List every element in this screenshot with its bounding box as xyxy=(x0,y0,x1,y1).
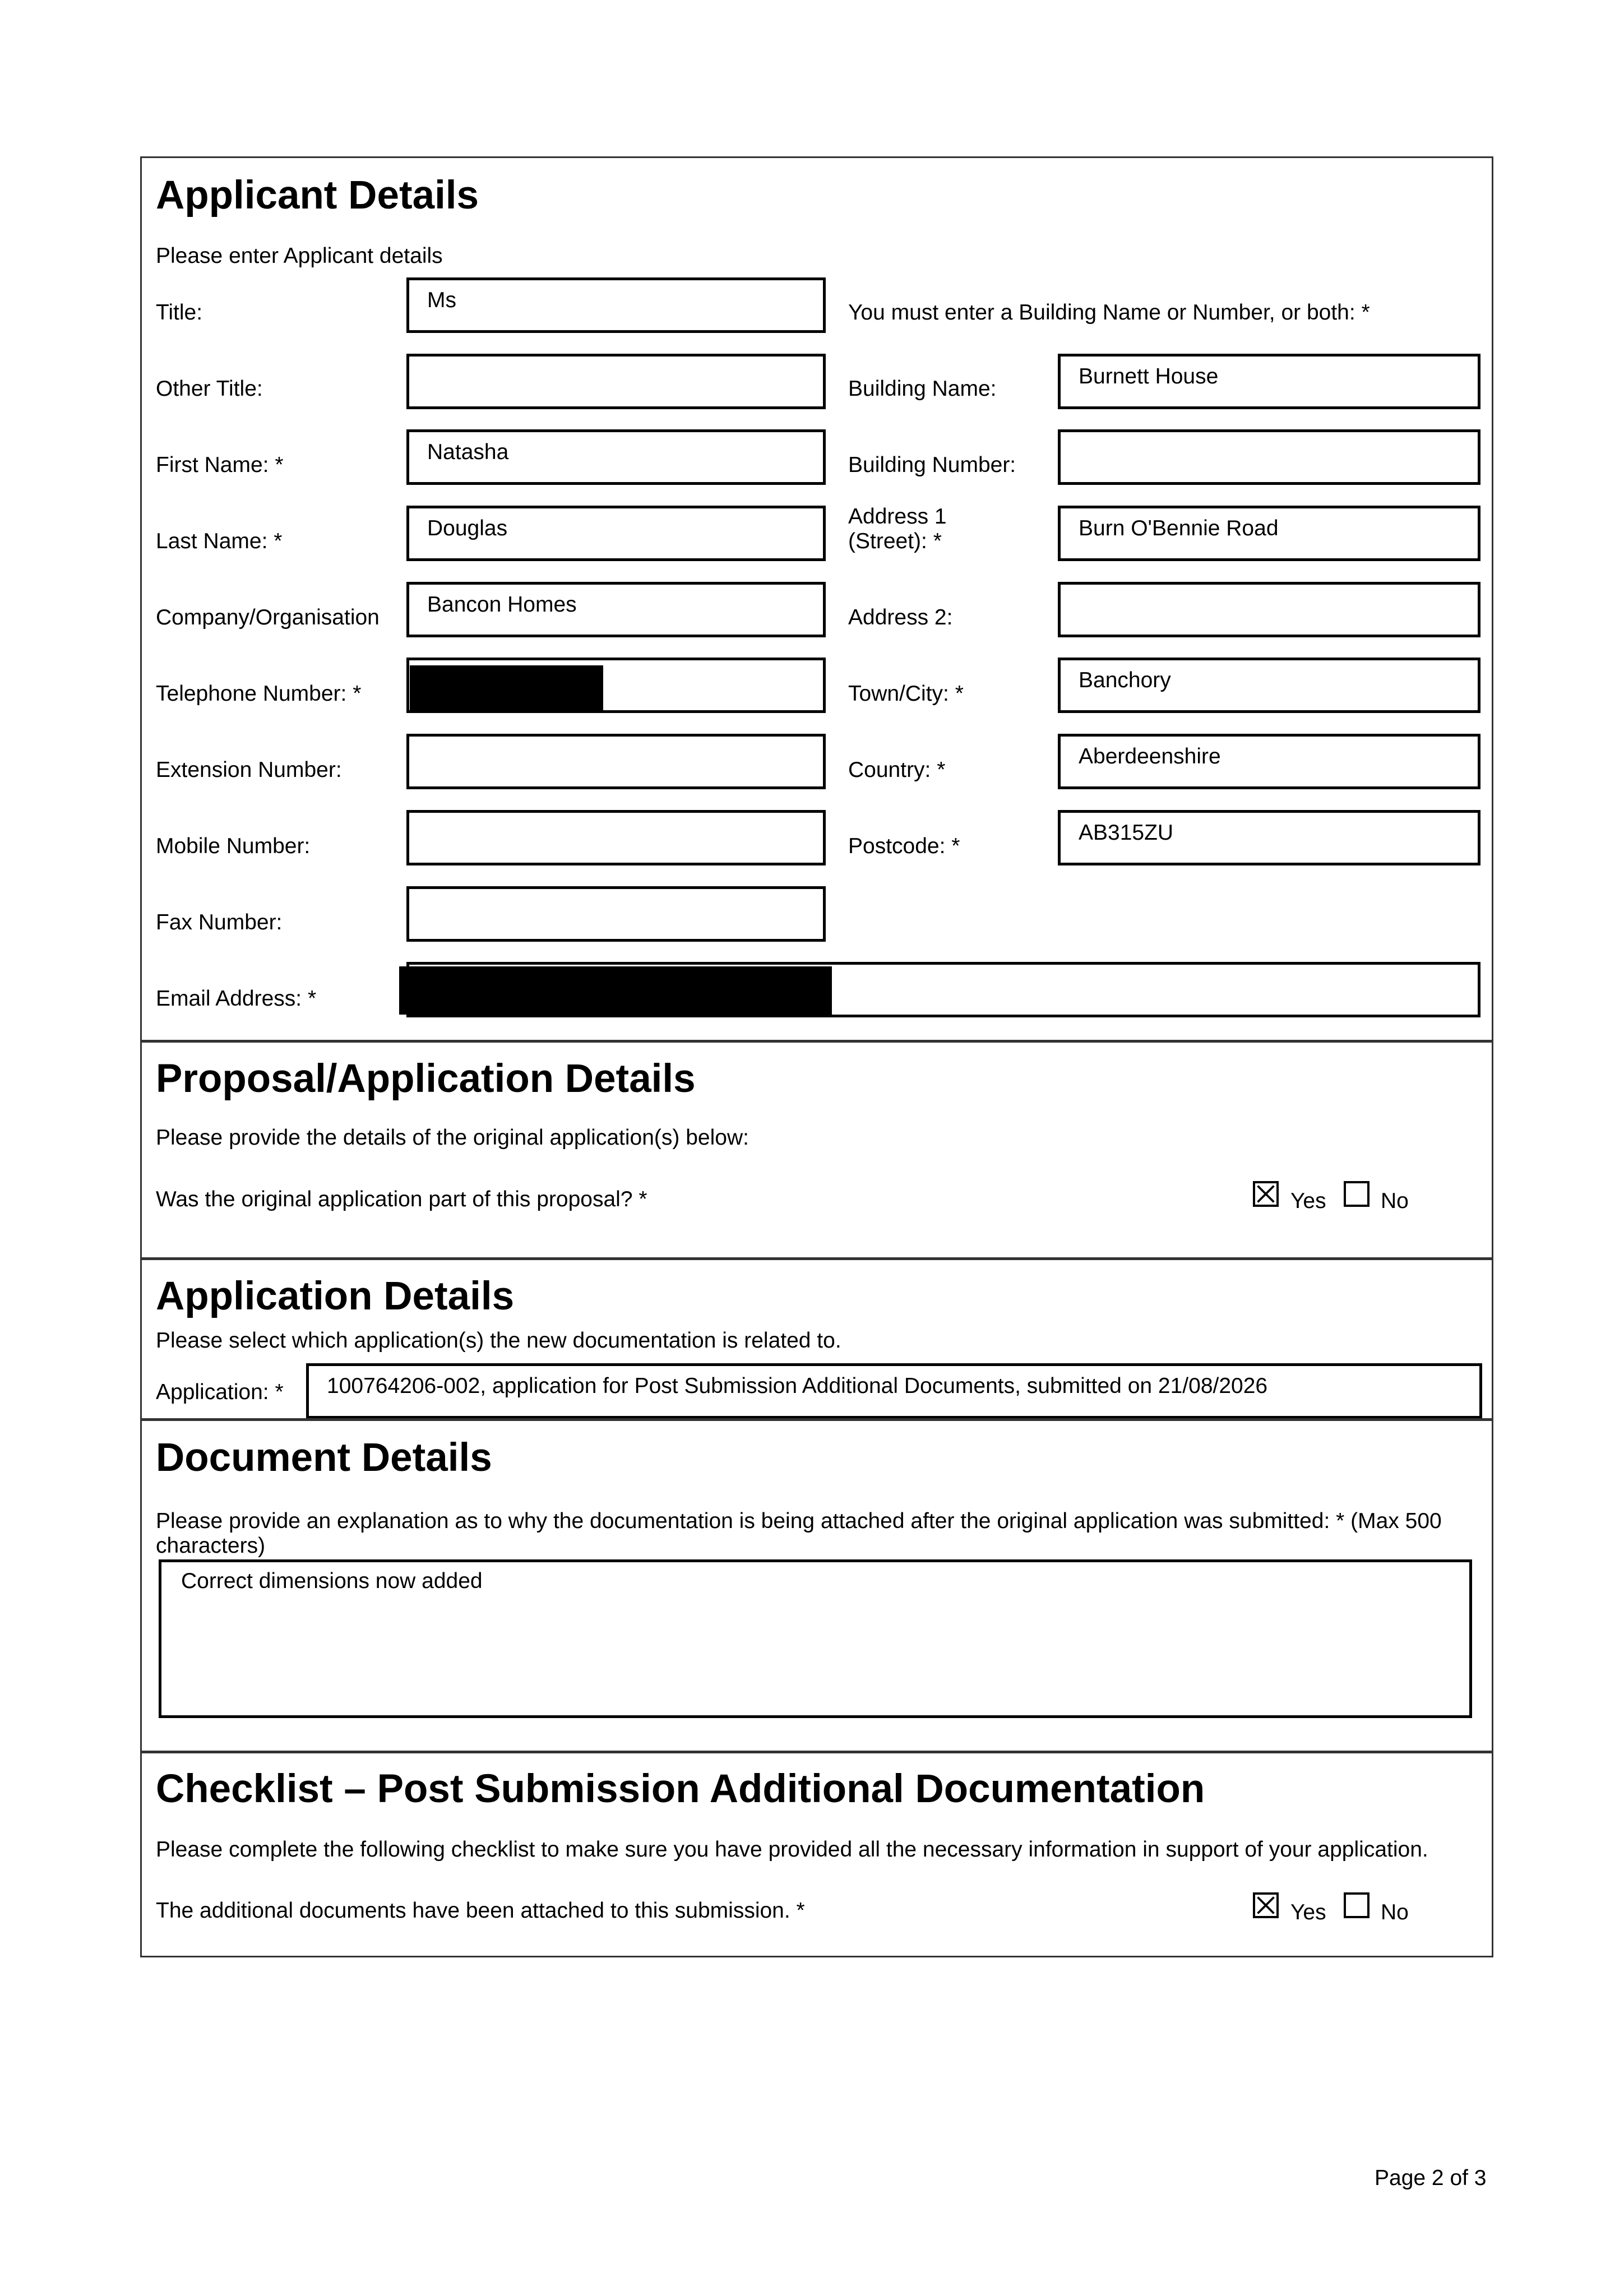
telephone-label: Telephone Number: * xyxy=(156,682,362,706)
company-field[interactable]: Bancon Homes xyxy=(406,582,826,637)
proposal-yes-label: Yes xyxy=(1290,1189,1326,1213)
section-heading-checklist: Checklist – Post Submission Additional Documentation xyxy=(156,1767,1205,1811)
email-label: Email Address: * xyxy=(156,987,317,1011)
checklist-intro: Please complete the following checklist to make sure you have provided all the necessary information in support of your application. xyxy=(156,1837,1428,1862)
town-field[interactable]: Banchory xyxy=(1058,658,1480,713)
proposal-yes-checkbox[interactable] xyxy=(1253,1181,1279,1207)
document-explanation-textarea[interactable]: Correct dimensions now added xyxy=(159,1559,1472,1718)
application-label: Application: * xyxy=(156,1380,284,1404)
address1-label-line2: (Street): * xyxy=(848,529,942,553)
extension-field[interactable] xyxy=(406,734,826,789)
section-divider xyxy=(140,1257,1493,1260)
applicant-intro: Please enter Applicant details xyxy=(156,244,443,268)
proposal-no-label: No xyxy=(1381,1189,1409,1213)
proposal-question: Was the original application part of this proposal? * xyxy=(156,1187,647,1211)
email-redaction xyxy=(399,966,832,1015)
country-field[interactable]: Aberdeenshire xyxy=(1058,734,1480,789)
building-name-label: Building Name: xyxy=(848,377,997,401)
checklist-yes-checkbox[interactable] xyxy=(1253,1892,1279,1918)
first-name-label: First Name: * xyxy=(156,453,284,477)
application-field[interactable]: 100764206-002, application for Post Submission Additional Documents, submitted on 21/08/2026 xyxy=(306,1363,1482,1419)
first-name-field[interactable]: Natasha xyxy=(406,429,826,485)
last-name-label: Last Name: * xyxy=(156,529,283,553)
checklist-yes-label: Yes xyxy=(1290,1900,1326,1924)
other-title-field[interactable] xyxy=(406,354,826,409)
section-divider xyxy=(140,1418,1493,1421)
application-intro: Please select which application(s) the new documentation is related to. xyxy=(156,1328,841,1353)
checklist-question: The additional documents have been attached to this submission. * xyxy=(156,1899,805,1923)
section-divider xyxy=(140,1040,1493,1043)
building-note: You must enter a Building Name or Number, or both: * xyxy=(848,300,1370,325)
mobile-field[interactable] xyxy=(406,810,826,865)
checklist-no-checkbox[interactable] xyxy=(1344,1892,1369,1918)
building-number-field[interactable] xyxy=(1058,429,1480,485)
section-heading-proposal: Proposal/Application Details xyxy=(156,1057,696,1101)
other-title-label: Other Title: xyxy=(156,377,263,401)
mobile-label: Mobile Number: xyxy=(156,834,311,858)
section-divider xyxy=(140,1751,1493,1753)
address2-label: Address 2: xyxy=(848,605,953,629)
section-heading-applicant: Applicant Details xyxy=(156,173,479,217)
checklist-no-label: No xyxy=(1381,1900,1409,1924)
company-label: Company/Organisation xyxy=(156,605,380,629)
checked-x-icon xyxy=(1255,1895,1276,1916)
proposal-intro: Please provide the details of the original application(s) below: xyxy=(156,1126,749,1150)
page-number: Page 2 of 3 xyxy=(1375,2166,1487,2190)
section-heading-application: Application Details xyxy=(156,1274,515,1318)
title-label: Title: xyxy=(156,300,203,325)
building-name-field[interactable]: Burnett House xyxy=(1058,354,1480,409)
document-intro-line1: Please provide an explanation as to why the documentation is being attached after the original application was submitted: * (Max 500 xyxy=(156,1509,1442,1533)
address1-label-line1: Address 1 xyxy=(848,504,947,529)
postcode-label: Postcode: * xyxy=(848,834,960,858)
town-label: Town/City: * xyxy=(848,682,964,706)
document-intro-line2: characters) xyxy=(156,1534,266,1558)
extension-label: Extension Number: xyxy=(156,758,342,782)
section-heading-document: Document Details xyxy=(156,1436,492,1480)
country-label: Country: * xyxy=(848,758,946,782)
address1-field[interactable]: Burn O'Bennie Road xyxy=(1058,506,1480,561)
address2-field[interactable] xyxy=(1058,582,1480,637)
proposal-no-checkbox[interactable] xyxy=(1344,1181,1369,1207)
last-name-field[interactable]: Douglas xyxy=(406,506,826,561)
postcode-field[interactable]: AB315ZU xyxy=(1058,810,1480,865)
checked-x-icon xyxy=(1255,1183,1276,1205)
fax-label: Fax Number: xyxy=(156,910,283,934)
telephone-redaction xyxy=(410,665,603,712)
title-field[interactable]: Ms xyxy=(406,277,826,333)
building-number-label: Building Number: xyxy=(848,453,1016,477)
fax-field[interactable] xyxy=(406,886,826,942)
